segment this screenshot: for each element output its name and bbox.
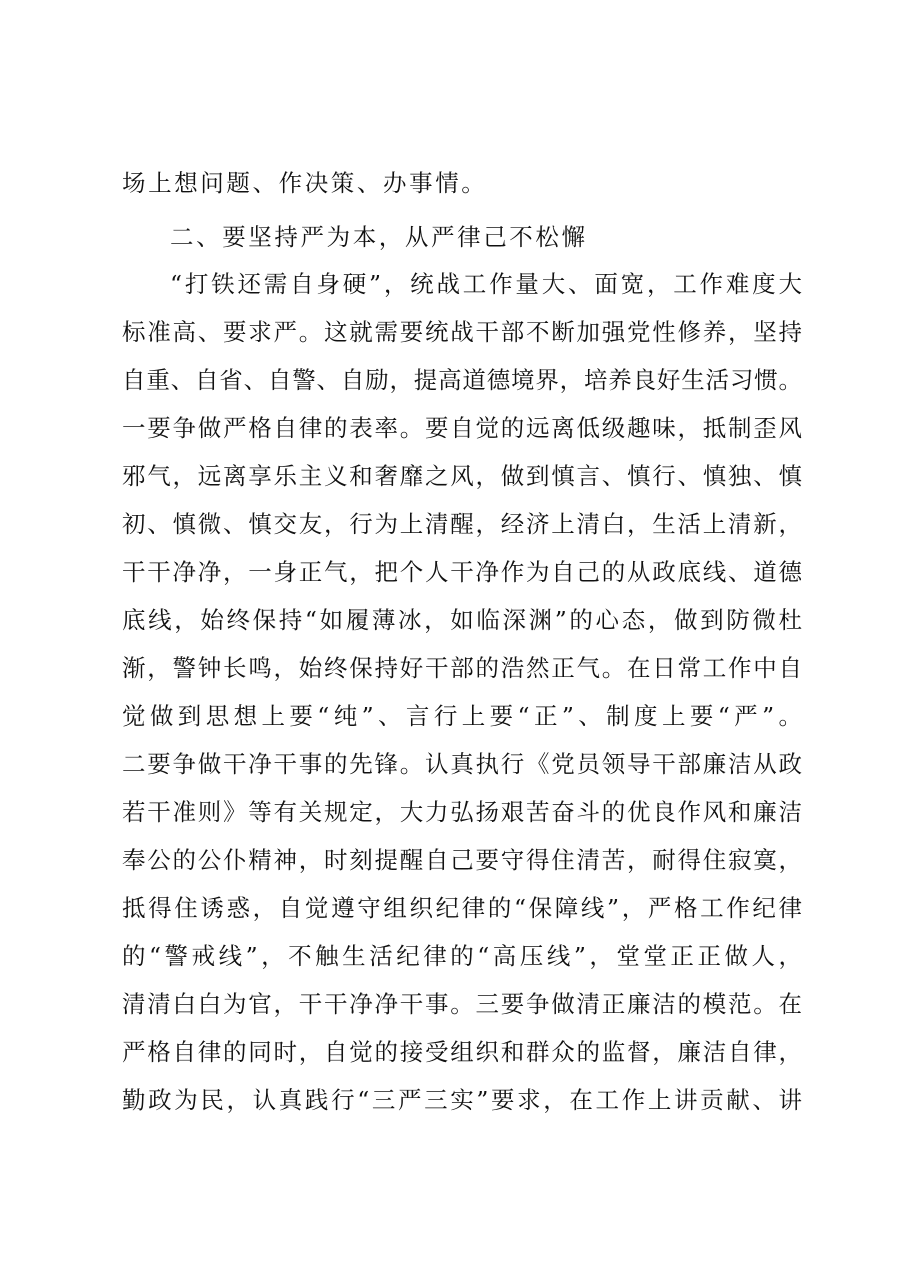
text-line: 的“警戒线”，不触生活纪律的“高压线”，堂堂正正做人， <box>122 942 802 970</box>
text-line: 自重、自省、自警、自励，提高道德境界，培养良好生活习惯。 <box>122 366 802 394</box>
text-line: 干干净净，一身正气，把个人干净作为自己的从政底线、道德 <box>122 558 802 586</box>
text-line: 标准高、要求严。这就需要统战干部不断加强党性修养，坚持 <box>122 318 802 346</box>
text-line: “打铁还需自身硬”，统战工作量大、面宽，工作难度大 <box>170 270 802 298</box>
text-line: 严格自律的同时，自觉的接受组织和群众的监督，廉洁自律， <box>122 1038 802 1066</box>
text-line: 奉公的公仆精神，时刻提醒自己要守得住清苦，耐得住寂寞， <box>122 846 802 874</box>
text-line: 场上想问题、作决策、办事情。 <box>122 169 488 197</box>
text-line: 邪气，远离享乐主义和奢靡之风，做到慎言、慎行、慎独、慎 <box>122 462 802 490</box>
text-line: 勤政为民，认真践行“三严三实”要求，在工作上讲贡献、讲 <box>122 1086 802 1114</box>
text-line: 初、慎微、慎交友，行为上清醒，经济上清白，生活上清新， <box>122 510 802 538</box>
section-heading: 二、要坚持严为本，从严律己不松懈 <box>170 223 588 251</box>
text-line: 抵得住诱惑，自觉遵守组织纪律的“保障线”，严格工作纪律 <box>122 894 802 922</box>
text-line: 一要争做严格自律的表率。要自觉的远离低级趣味，抵制歪风 <box>122 414 802 442</box>
text-line: 二要争做干净干事的先锋。认真执行《党员领导干部廉洁从政 <box>122 750 802 778</box>
text-line: 觉做到思想上要“纯”、言行上要“正”、制度上要“严”。 <box>122 702 802 730</box>
text-line: 清清白白为官，干干净净干事。三要争做清正廉洁的模范。在 <box>122 990 802 1018</box>
text-line: 渐，警钟长鸣，始终保持好干部的浩然正气。在日常工作中自 <box>122 654 802 682</box>
text-line: 若干准则》等有关规定，大力弘扬艰苦奋斗的优良作风和廉洁 <box>122 798 802 826</box>
text-line: 底线，始终保持“如履薄冰，如临深渊”的心态，做到防微杜 <box>122 606 802 634</box>
